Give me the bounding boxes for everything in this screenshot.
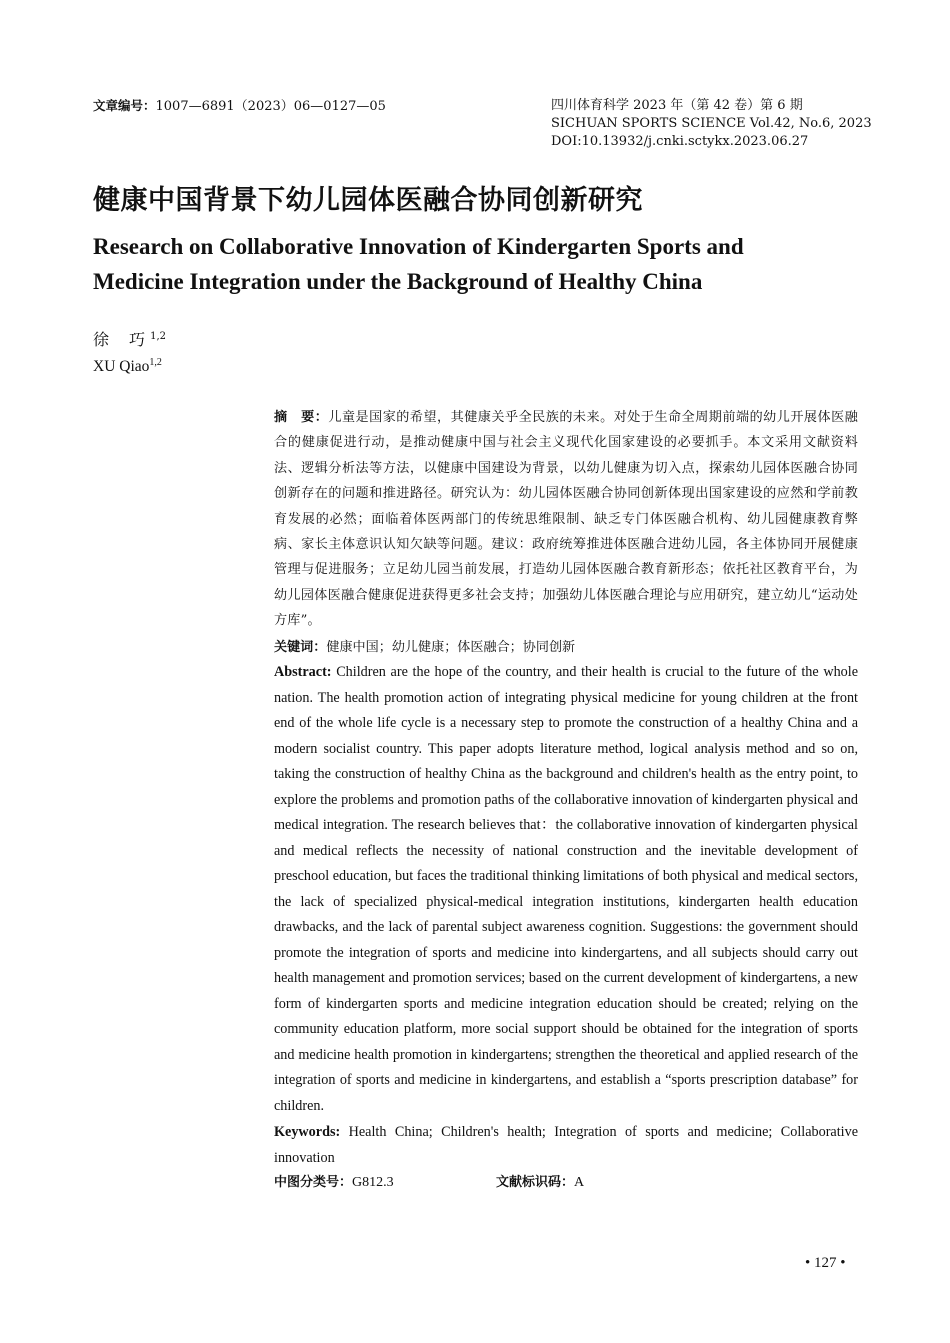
clc-value: G812.3 [352, 1175, 394, 1190]
title-en: Research on Collaborative Innovation of Kindergarten Sports and Medicine Integration under the Background of Healthy China [93, 234, 744, 294]
journal-name-cn: 四川体育科学 2023 年（第 42 卷）第 6 期 [551, 98, 803, 113]
author-en-name: XU Qiao [93, 358, 150, 375]
article-number-label: 文章编号： [93, 98, 156, 113]
keywords-cn-text: 健康中国；幼儿健康；体医融合；协同创新 [326, 640, 576, 655]
page-number: • 127 • [805, 1255, 846, 1271]
author-en-affiliation: 1,2 [149, 357, 162, 368]
author-family-name: 徐 [93, 330, 110, 349]
abstract-cn-text: 儿童是国家的希望，其健康关乎全民族的未来。对处于生命全周期前端的幼儿开展体医融合的健康促进行动，是推动健康中国与社会主义现代化国家建设的必要抓手。本文采用文献资料法、逻辑分析法等方法，以健康中国建设为背景，以幼儿健康为切入点，探索幼儿园体医融合协同创新存在的问题和推进路径。研究认为：幼儿园体医融合协同创新体现出国家建设的应然和学前教育发展的必然；面临着体医两部门的传统思维限制、缺乏专门体医融合机构、幼儿园健康教育弊病、家长主体意识认知欠缺等问题。建议：政府统筹推进体医融合进幼儿园，各主体协同开展健康管理与促进服务；立足幼儿园当前发展，打造幼儿园体医融合教育新形态；依托社区教育平台，为幼儿园体医融合健康促进获得更多社会支持；加强幼儿体医融合理论与应用研究，建立幼儿“运动处方库”。 [274, 410, 858, 629]
doi: DOI:10.13932/j.cnki.sctykx.2023.06.27 [551, 134, 809, 149]
article-number [93, 97, 386, 116]
abstract-cn [274, 405, 858, 634]
journal-info [551, 97, 872, 151]
author-given-name: 巧 [129, 330, 146, 349]
classification [274, 1172, 858, 1194]
document-code [496, 1172, 584, 1194]
doc-code-value: A [574, 1175, 585, 1190]
abstract-en-text: Children are the hope of the country, and their health is crucial to the future of the whole nation. The health promotion action of integrating physical medicine for young children at the front end of the whole life cycle is a necessary step to promote the construction of a healthy China and a modern socialist country. This paper adopts literature method, logical analysis method and so on, taking the construction of healthy China as the background and children's health as the entry point, to explore the problems and promotion paths of the collaborative innovation of kindergarten physical and medical integration. The research believes that：the collaborative innovation of kindergarten physical and medical reflects the necessity of national construction and the inevitable development of preschool education, but faces the traditional thinking limitations of both physical and medical sectors, the lack of specialized physical-medical integration institutions, kindergarten health education drawbacks, and the lack of parental subject awareness cognition. Suggestions: the government should promote the integration of sports and medicine into kindergartens, and all subjects should carry out health management and promotion services; based on the current development of kindergartens, a new form of kindergarten sports and medicine integration education should be created; relying on the community education platform, more social support should be obtained for the integration of sports and medicine health promotion in kindergartens; strengthen the theoretical and applied research of the integration of sports and medicine in kindergartens, and establish a “sports prescription database” for children. [274, 664, 859, 1114]
keywords-cn [274, 635, 858, 660]
author-en [93, 357, 162, 377]
journal-name-en: SICHUAN SPORTS SCIENCE Vol.42, No.6, 2023 [551, 116, 872, 131]
keywords-en-text: Health China; Children's health; Integration of sports and medicine; Collaborative innovation [274, 1124, 858, 1166]
keywords-cn-label: 关键词： [274, 640, 327, 655]
abstract-en [274, 660, 858, 1119]
article-number-value: 1007—6891（2023）06—0127—05 [155, 99, 386, 114]
abstract-cn-label: 摘 要： [274, 410, 329, 425]
doc-code-label: 文献标识码： [496, 1175, 575, 1190]
keywords-en-label: Keywords: [274, 1124, 341, 1140]
author-cn-affiliation: 1,2 [150, 331, 167, 342]
title-cn: 健康中国背景下幼儿园体医融合协同创新研究 [93, 185, 643, 216]
clc-label: 中图分类号： [274, 1175, 353, 1190]
keywords-en [274, 1120, 858, 1171]
author-cn [93, 330, 166, 350]
abstract-en-label: Abstract: [274, 664, 332, 680]
